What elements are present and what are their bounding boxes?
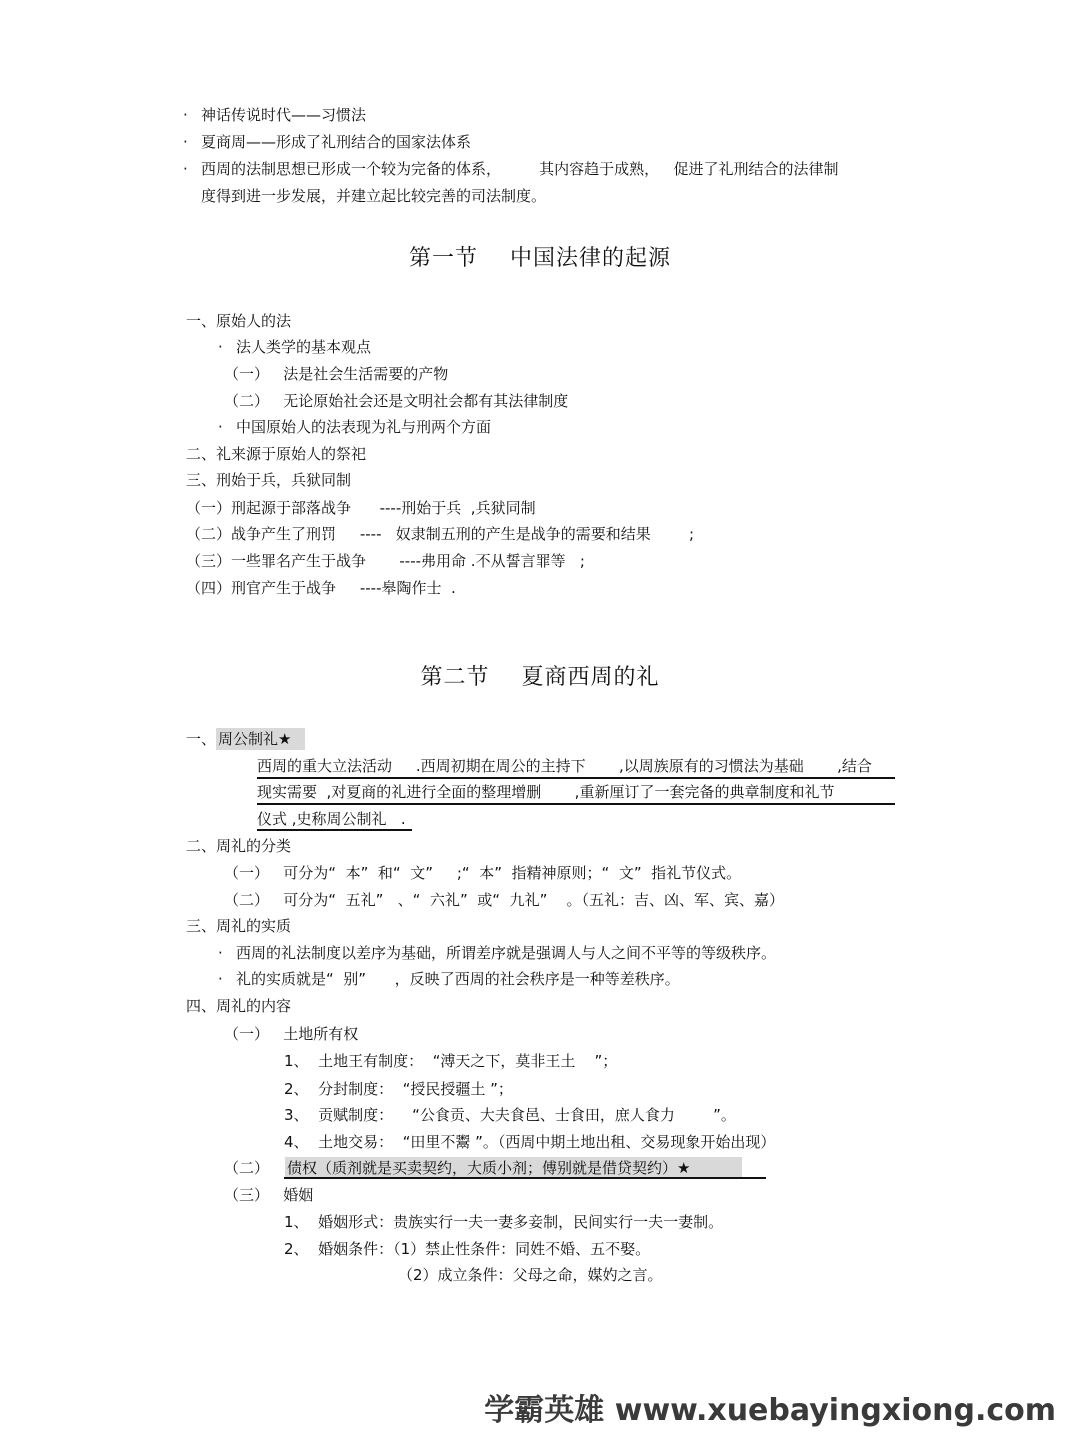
s2-subitem-5: 1、 婚姻形式：贵族实行一夫一妻多妾制，民间实行一夫一妻制。 (284, 1213, 724, 1231)
highlighted-topic: 周公制礼★ (216, 728, 305, 750)
bullet-dot-icon: · (183, 106, 188, 124)
highlighted-topic: 债权（质剂就是买卖契约，大质小剂；傅别就是借贷契约）★ (285, 1157, 742, 1179)
s2-item-3: （一） 土地所有权 (224, 1025, 359, 1043)
s1-heading-2: 二、礼来源于原始人的祭祀 (186, 445, 367, 463)
bullet-dot-icon: · (218, 418, 223, 436)
s1-sub-4: （四）刑官产生于战争 ----皋陶作士 . (186, 579, 456, 597)
s1-bullet-2: · 中国原始人的法表现为礼与刑两个方面 (218, 418, 492, 436)
s1-heading-1: 一、原始人的法 (186, 312, 292, 330)
s2-subitem-2: 2、 分封制度： “授民授疆土 ”； (284, 1080, 513, 1098)
s2-item-2: （二） 可分为“ 五礼” 、“ 六礼” 或“ 九礼” 。（五礼：吉、凶、军、宾、嘉） (224, 891, 784, 909)
section-1-title: 第一节 中国法律的起源 (409, 246, 671, 271)
s2-para-line-2: 现实需要 ,对夏商的礼进行全面的整理增删 ,重新厘订了一套完备的典章制度和礼节 (257, 783, 835, 801)
underline-rule (284, 1177, 766, 1179)
s2-heading-3: 三、周礼的实质 (186, 917, 292, 935)
s2-heading-1: 一、 周公制礼★ (186, 732, 305, 747)
intro-bullet-2: · 夏商周——形成了礼刑结合的国家法体系 (183, 133, 472, 151)
underline-rule (257, 803, 895, 805)
section-2-title: 第二节 夏商西周的礼 (420, 665, 660, 690)
underline-rule (257, 777, 895, 779)
s2-para-line-3: 仪式 ,史称周公制礼 . (257, 810, 406, 828)
s1-sub-2: （二）战争产生了刑罚 ---- 奴隶制五刑的产生是战争的需要和结果 ; (186, 525, 694, 543)
s2-subitem-3: 3、 贡赋制度： “公食贡、大夫食邑、士食田，庶人食力 ”。 (284, 1106, 736, 1124)
s2-item-4: （二） 债权（质剂就是买卖契约，大质小剂；傅别就是借贷契约）★ (224, 1161, 742, 1176)
bullet-dot-icon: · (183, 133, 188, 151)
s2-item-5: （三） 婚姻 (224, 1186, 314, 1204)
s2-subitem-6-cont: （2）成立条件：父母之命，媒妁之言。 (398, 1266, 663, 1284)
s2-heading-2: 二、周礼的分类 (186, 837, 292, 855)
bullet-dot-icon: · (218, 338, 223, 356)
s2-subitem-6: 2、 婚姻条件：（1）禁止性条件：同姓不婚、五不娶。 (284, 1240, 651, 1258)
s2-bullet-1: · 西周的礼法制度以差序为基础，所谓差序就是强调人与人之间不平等的等级秩序。 (218, 944, 777, 962)
s2-subitem-4: 4、 土地交易： “田里不鬻 ”。（西周中期土地出租、交易现象开始出现） (284, 1133, 776, 1151)
intro-bullet-1: · 神话传说时代——习惯法 (183, 106, 367, 124)
bullet-dot-icon: · (218, 970, 223, 988)
s2-para-line-1: 西周的重大立法活动 .西周初期在周公的主持下 ,以周族原有的习惯法为基础 ,结合 (257, 757, 872, 775)
s1-item-1: （一） 法是社会生活需要的产物 (224, 365, 449, 383)
intro-bullet-3-cont: 度得到进一步发展，并建立起比较完善的司法制度。 (201, 187, 547, 205)
bullet-dot-icon: · (183, 160, 188, 178)
s2-bullet-2: · 礼的实质就是“ 别” ，反映了西周的社会秩序是一种等差秩序。 (218, 970, 680, 988)
s2-subitem-1: 1、 土地王有制度： “溥天之下，莫非王土 ”； (284, 1052, 618, 1070)
s1-bullet-1: · 法人类学的基本观点 (218, 338, 372, 356)
bullet-dot-icon: · (218, 944, 223, 962)
underline-rule (257, 829, 412, 831)
s1-sub-1: （一）刑起源于部落战争 ----刑始于兵 ,兵狱同制 (186, 499, 536, 517)
s2-heading-4: 四、周礼的内容 (186, 997, 292, 1015)
site-watermark: 学霸英雄 www.xuebayingxiong.com (484, 1393, 1056, 1428)
s1-heading-3: 三、刑始于兵，兵狱同制 (186, 471, 352, 489)
s2-item-1: （一） 可分为“ 本” 和“ 文” ;“ 本” 指精神原则；“ 文” 指礼节仪式。 (224, 864, 742, 882)
intro-bullet-3: · 西周的法制思想已形成一个较为完备的体系， 其内容趋于成熟， 促进了礼刑结合的法律制 (183, 160, 839, 178)
s1-sub-3: （三）一些罪名产生于战争 ----弗用命 .不从誓言罪等 ; (186, 552, 585, 570)
s1-item-2: （二） 无论原始社会还是文明社会都有其法律制度 (224, 392, 569, 410)
